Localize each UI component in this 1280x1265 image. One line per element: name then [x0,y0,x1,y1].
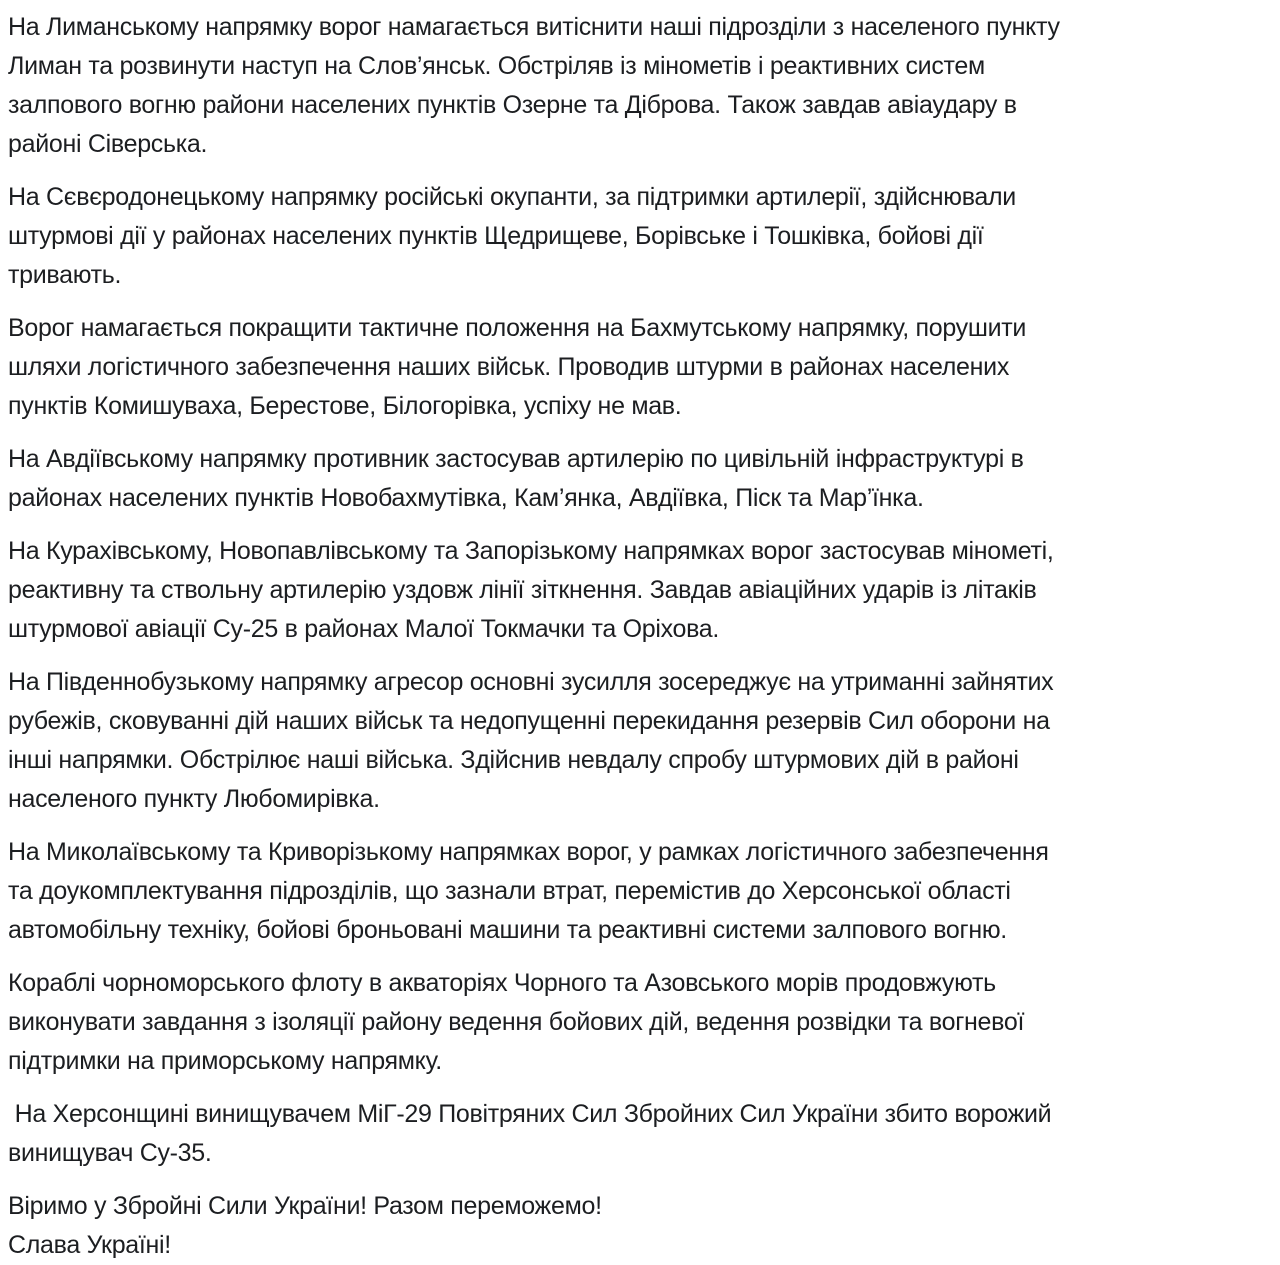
paragraph-pivdennobuzkyi [8,663,1280,819]
text-line: Віримо у Збройні Сили України! Разом переможемо! [8,1192,602,1220]
text-line: Лиман та розвинути наступ на Слов’янськ. Обстріляв із мінометів і реактивних систем [8,52,985,80]
text-line: підтримки на приморському напрямку. [8,1047,442,1075]
text-line: На Херсонщині винищувачем МіГ-29 Повітряних Сил Збройних Сил України збито ворожий [8,1100,1052,1128]
text-line: тривають. [8,261,122,289]
text-line: та доукомплектування підрозділів, що зазнали втрат, перемістив до Херсонської області [8,877,1011,905]
text-line: шляхи логістичного забезпечення наших військ. Проводив штурми в районах населених [8,353,1010,381]
text-line: рубежів, сковуванні дій наших військ та недопущенні перекидання резервів Сил оборони на [8,707,1050,735]
text-line: На Лиманському напрямку ворог намагається витіснити наші підрозділи з населеного пункту [8,13,1060,41]
paragraph-mykolaiv [8,833,1280,950]
paragraph-bakhmut [8,309,1280,426]
paragraph-kurakhove [8,532,1280,649]
text-line: На Авдіївському напрямку противник застосував артилерію по цивільній інфраструктурі в [8,445,1024,473]
text-line: На Південнобузькому напрямку агресор основні зусилля зосереджує на утриманні зайнятих [8,668,1054,696]
paragraph-lyman [8,8,1280,164]
text-line: реактивну та ствольну артилерію уздовж лінії зіткнення. Завдав авіаційних ударів із літаків [8,576,1037,604]
text-line: На Миколаївському та Криворізькому напрямках ворог, у рамках логістичного забезпечення [8,838,1049,866]
text-line: штурмової авіації Су-25 в районах Малої Токмачки та Оріхова. [8,615,720,643]
text-line: виконувати завдання з ізоляції району ведення бойових дій, ведення розвідки та вогневої [8,1008,1025,1036]
text-line: штурмові дії у районах населених пунктів Щедрищеве, Борівське і Тошківка, бойові дії [8,222,984,250]
text-line: автомобільну техніку, бойові броньовані машини та реактивні системи залпового вогню. [8,916,1007,944]
text-line: районах населених пунктів Новобахмутівка, Кам’янка, Авдіївка, Піск та Мар’їнка. [8,484,924,512]
text-line: Слава Україні! [8,1231,171,1259]
paragraph-black-sea-fleet [8,964,1280,1081]
text-line: На Курахівському, Новопавлівському та Запорізькому напрямках ворог застосував мінометі, [8,537,1054,565]
text-line: пунктів Комишуваха, Берестове, Білогорівка, успіху не мав. [8,392,682,420]
text-line: На Сєвєродонецькому напрямку російські окупанти, за підтримки артилерії, здійснювали [8,183,1016,211]
text-line: Ворог намагається покращити тактичне положення на Бахмутському напрямку, порушити [8,314,1027,342]
paragraph-closing [8,1187,1280,1265]
text-line: Кораблі чорноморського флоту в акваторіях Чорного та Азовського морів продовжують [8,969,996,997]
text-line: винищувач Су-35. [8,1139,212,1167]
text-line: районі Сіверська. [8,130,208,158]
text-line: населеного пункту Любомирівка. [8,785,380,813]
paragraph-avdiivka [8,440,1280,518]
text-line: інші напрямки. Обстрілює наші війська. Здійснив невдалу спробу штурмових дій в районі [8,746,1019,774]
text-line: залпового вогню райони населених пунктів Озерне та Діброва. Також завдав авіаудару в [8,91,1017,119]
paragraph-sievierodonetsk [8,178,1280,295]
paragraph-kherson-aircraft [8,1095,1280,1173]
